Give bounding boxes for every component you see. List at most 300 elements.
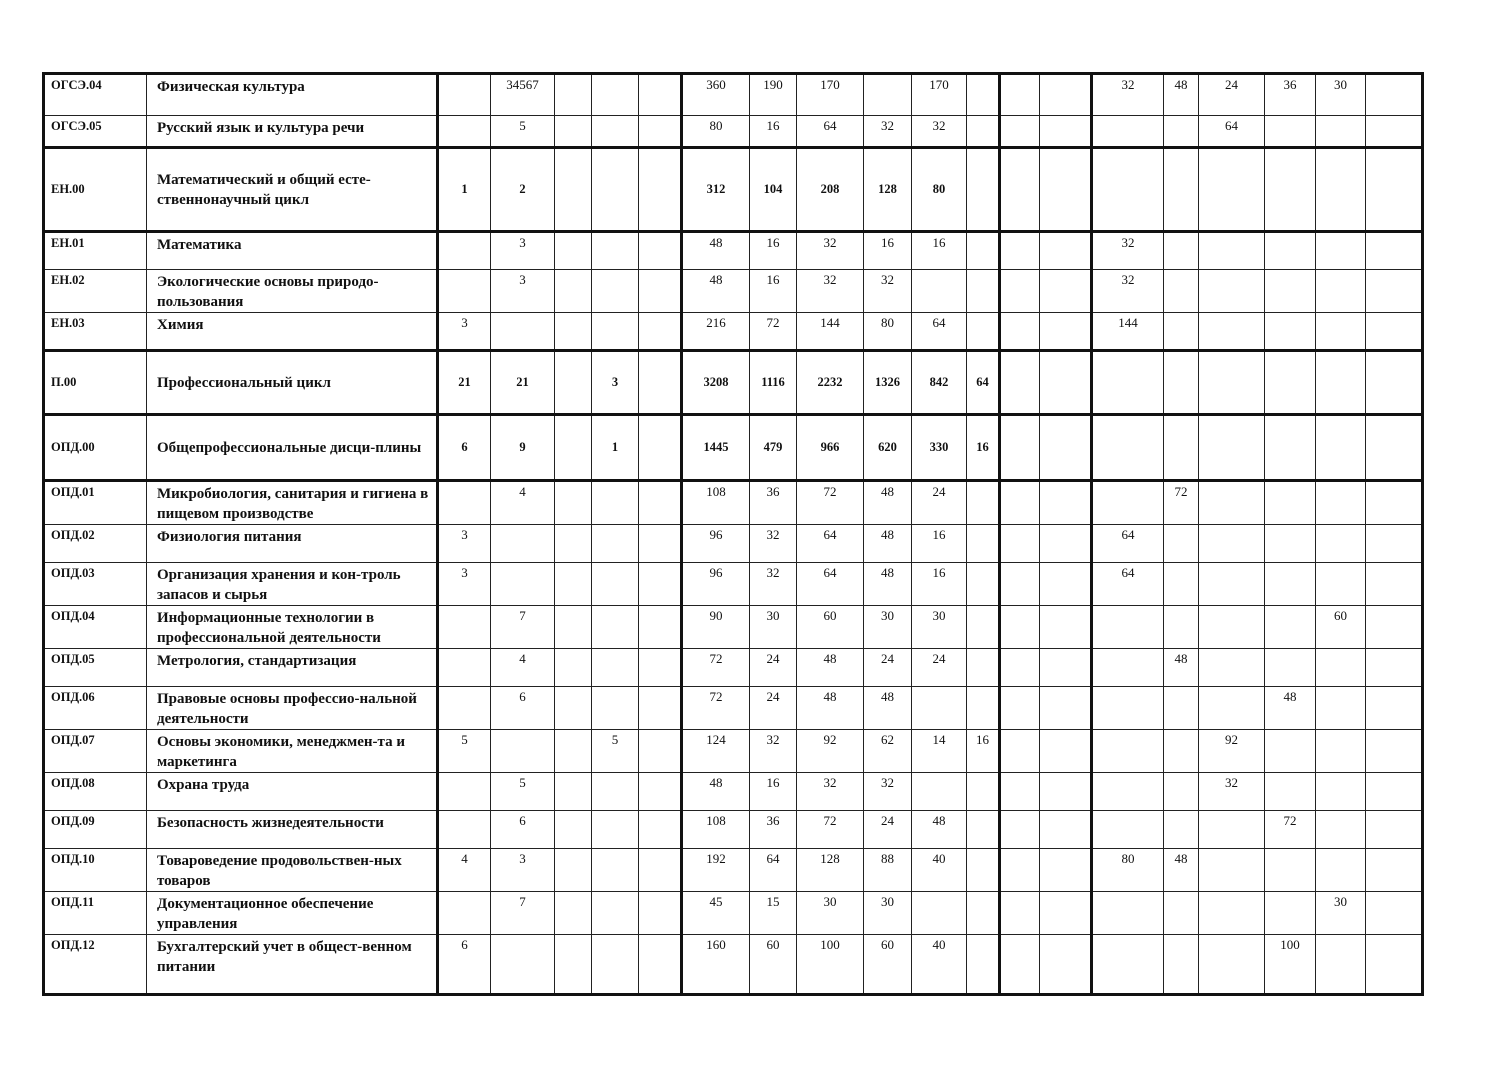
row-value-cell (555, 892, 592, 935)
row-value-cell (1164, 687, 1199, 730)
row-value-cell: 90 (682, 606, 750, 649)
row-value-cell: 48 (682, 773, 750, 811)
row-value-cell (1000, 811, 1040, 849)
row-value-cell: 1 (592, 415, 639, 481)
row-value-cell: 3 (592, 351, 639, 415)
row-value-cell (1316, 563, 1366, 606)
row-value-cell (491, 563, 555, 606)
row-value-cell (1199, 687, 1265, 730)
table-row (44, 606, 1423, 649)
row-value-cell (1000, 232, 1040, 270)
row-value-cell (592, 849, 639, 892)
row-value-cell: 5 (592, 730, 639, 773)
row-value-cell (1199, 606, 1265, 649)
row-value-cell (1316, 351, 1366, 415)
row-value-cell (1316, 270, 1366, 313)
row-name: Общепрофессиональные дисци-плины (147, 415, 438, 481)
row-value-cell (967, 525, 1000, 563)
row-value-cell (592, 649, 639, 687)
table-row (44, 74, 1423, 116)
row-value-cell (1092, 730, 1164, 773)
row-value-cell: 48 (797, 687, 864, 730)
row-value-cell (592, 892, 639, 935)
row-value-cell (639, 270, 682, 313)
row-value-cell (1366, 232, 1423, 270)
row-value-cell (1366, 313, 1423, 351)
row-value-cell (912, 773, 967, 811)
row-value-cell: 72 (797, 481, 864, 525)
row-value-cell (438, 74, 491, 116)
row-value-cell: 16 (864, 232, 912, 270)
row-value-cell (1265, 148, 1316, 232)
row-value-cell (1366, 563, 1423, 606)
row-value-cell: 124 (682, 730, 750, 773)
row-value-cell (1316, 649, 1366, 687)
row-value-cell (592, 606, 639, 649)
row-value-cell (1164, 313, 1199, 351)
row-value-cell: 6 (491, 687, 555, 730)
row-value-cell (555, 116, 592, 148)
row-value-cell (1366, 481, 1423, 525)
row-value-cell: 64 (797, 563, 864, 606)
row-value-cell (1366, 270, 1423, 313)
row-value-cell (592, 313, 639, 351)
row-value-cell (967, 649, 1000, 687)
row-value-cell: 128 (797, 849, 864, 892)
row-value-cell (1000, 730, 1040, 773)
row-value-cell (592, 525, 639, 563)
row-code: ОПД.01 (44, 481, 147, 525)
row-value-cell: 64 (750, 849, 797, 892)
row-value-cell (1366, 74, 1423, 116)
row-value-cell: 32 (1199, 773, 1265, 811)
row-value-cell: 6 (438, 935, 491, 995)
row-value-cell: 24 (750, 649, 797, 687)
row-value-cell (967, 606, 1000, 649)
row-name: Бухгалтерский учет в общест-венном питании (147, 935, 438, 995)
row-value-cell (1265, 415, 1316, 481)
row-value-cell (1366, 687, 1423, 730)
row-value-cell: 60 (750, 935, 797, 995)
row-code: ОПД.03 (44, 563, 147, 606)
row-value-cell: 30 (1316, 74, 1366, 116)
table-row (44, 849, 1423, 892)
row-value-cell: 192 (682, 849, 750, 892)
row-value-cell (592, 773, 639, 811)
row-value-cell (555, 148, 592, 232)
row-value-cell: 45 (682, 892, 750, 935)
row-value-cell (1265, 525, 1316, 563)
row-value-cell (1000, 525, 1040, 563)
row-value-cell (967, 811, 1000, 849)
row-value-cell: 24 (912, 481, 967, 525)
row-value-cell (1040, 563, 1092, 606)
row-value-cell: 330 (912, 415, 967, 481)
row-value-cell (639, 892, 682, 935)
row-value-cell (1092, 606, 1164, 649)
row-value-cell: 108 (682, 811, 750, 849)
row-value-cell (639, 773, 682, 811)
table-row (44, 730, 1423, 773)
row-value-cell: 3 (491, 270, 555, 313)
row-value-cell (1092, 116, 1164, 148)
row-value-cell: 48 (797, 649, 864, 687)
row-name: Русский язык и культура речи (147, 116, 438, 148)
row-value-cell: 62 (864, 730, 912, 773)
row-value-cell: 30 (912, 606, 967, 649)
row-value-cell (555, 935, 592, 995)
row-value-cell (1000, 935, 1040, 995)
row-value-cell (639, 849, 682, 892)
row-value-cell (555, 351, 592, 415)
row-value-cell (639, 563, 682, 606)
row-value-cell: 88 (864, 849, 912, 892)
row-value-cell (1199, 270, 1265, 313)
row-value-cell: 2232 (797, 351, 864, 415)
row-value-cell (1265, 270, 1316, 313)
row-value-cell (1316, 525, 1366, 563)
row-value-cell: 48 (682, 270, 750, 313)
row-value-cell: 5 (491, 116, 555, 148)
table-row (44, 525, 1423, 563)
row-value-cell: 16 (912, 525, 967, 563)
row-value-cell: 1116 (750, 351, 797, 415)
row-value-cell (1366, 116, 1423, 148)
row-value-cell (639, 232, 682, 270)
row-value-cell (967, 563, 1000, 606)
row-value-cell (1000, 148, 1040, 232)
row-value-cell (967, 313, 1000, 351)
row-value-cell (1164, 232, 1199, 270)
row-value-cell: 24 (912, 649, 967, 687)
row-value-cell (1199, 232, 1265, 270)
row-value-cell: 48 (1164, 849, 1199, 892)
row-code: ОПД.00 (44, 415, 147, 481)
row-value-cell (555, 849, 592, 892)
row-value-cell (1040, 232, 1092, 270)
row-value-cell: 144 (1092, 313, 1164, 351)
row-value-cell (1265, 892, 1316, 935)
row-name: Безопасность жизнедеятельности (147, 811, 438, 849)
row-code: ОПД.10 (44, 849, 147, 892)
row-value-cell (1316, 730, 1366, 773)
table-row (44, 351, 1423, 415)
row-value-cell: 30 (864, 892, 912, 935)
row-value-cell: 190 (750, 74, 797, 116)
row-value-cell (1366, 730, 1423, 773)
row-value-cell: 100 (797, 935, 864, 995)
row-value-cell (1164, 811, 1199, 849)
row-value-cell: 34567 (491, 74, 555, 116)
row-value-cell: 216 (682, 313, 750, 351)
row-value-cell (438, 811, 491, 849)
row-value-cell: 80 (912, 148, 967, 232)
row-value-cell (1265, 351, 1316, 415)
row-value-cell: 96 (682, 563, 750, 606)
row-value-cell (1040, 270, 1092, 313)
row-value-cell: 3 (438, 313, 491, 351)
row-value-cell (1265, 773, 1316, 811)
row-value-cell (1366, 525, 1423, 563)
row-value-cell (1316, 148, 1366, 232)
row-value-cell (555, 74, 592, 116)
row-value-cell (967, 849, 1000, 892)
row-value-cell (967, 270, 1000, 313)
row-value-cell (1092, 481, 1164, 525)
table-row (44, 687, 1423, 730)
row-value-cell: 21 (438, 351, 491, 415)
row-code: ЕН.03 (44, 313, 147, 351)
row-value-cell (1366, 148, 1423, 232)
row-name: Физическая культура (147, 74, 438, 116)
table-row (44, 313, 1423, 351)
row-value-cell (1164, 415, 1199, 481)
row-value-cell (1000, 351, 1040, 415)
row-value-cell: 32 (912, 116, 967, 148)
row-value-cell: 32 (864, 270, 912, 313)
row-value-cell: 30 (864, 606, 912, 649)
row-value-cell (592, 232, 639, 270)
row-name: Правовые основы профессио-нальной деятельности (147, 687, 438, 730)
row-value-cell: 64 (1092, 563, 1164, 606)
table-row (44, 415, 1423, 481)
row-value-cell (438, 606, 491, 649)
row-value-cell (1040, 148, 1092, 232)
row-value-cell (1092, 687, 1164, 730)
row-value-cell (639, 481, 682, 525)
row-value-cell (967, 148, 1000, 232)
row-value-cell: 1326 (864, 351, 912, 415)
row-value-cell (967, 74, 1000, 116)
row-value-cell: 48 (864, 687, 912, 730)
row-code: ОПД.05 (44, 649, 147, 687)
row-value-cell: 48 (1164, 74, 1199, 116)
row-value-cell (1164, 116, 1199, 148)
row-value-cell (555, 811, 592, 849)
row-value-cell (1092, 773, 1164, 811)
row-code: ОПД.07 (44, 730, 147, 773)
row-value-cell (1199, 563, 1265, 606)
row-value-cell: 48 (1164, 649, 1199, 687)
row-value-cell: 48 (1265, 687, 1316, 730)
row-code: ОПД.11 (44, 892, 147, 935)
row-value-cell (639, 606, 682, 649)
row-value-cell: 170 (797, 74, 864, 116)
row-value-cell (1199, 849, 1265, 892)
row-value-cell (1040, 313, 1092, 351)
row-value-cell (592, 74, 639, 116)
row-value-cell (1040, 849, 1092, 892)
row-name: Основы экономики, менеджмен-та и маркетинга (147, 730, 438, 773)
row-value-cell: 32 (750, 525, 797, 563)
row-value-cell (1040, 935, 1092, 995)
row-name: Метрология, стандартизация (147, 649, 438, 687)
row-value-cell: 80 (864, 313, 912, 351)
row-value-cell (967, 481, 1000, 525)
row-value-cell (912, 892, 967, 935)
row-value-cell (592, 687, 639, 730)
row-value-cell (1316, 232, 1366, 270)
row-value-cell: 32 (864, 116, 912, 148)
row-value-cell: 15 (750, 892, 797, 935)
row-value-cell: 966 (797, 415, 864, 481)
row-value-cell (1040, 525, 1092, 563)
curriculum-table (42, 72, 1424, 996)
row-value-cell (1000, 849, 1040, 892)
row-value-cell (1265, 116, 1316, 148)
row-value-cell (1199, 892, 1265, 935)
row-value-cell (864, 74, 912, 116)
row-value-cell: 6 (491, 811, 555, 849)
row-value-cell: 312 (682, 148, 750, 232)
row-value-cell: 104 (750, 148, 797, 232)
row-value-cell (1040, 730, 1092, 773)
row-value-cell (1366, 892, 1423, 935)
row-value-cell (1316, 935, 1366, 995)
row-value-cell (1265, 563, 1316, 606)
row-value-cell (555, 481, 592, 525)
row-value-cell (912, 270, 967, 313)
row-value-cell (592, 811, 639, 849)
row-value-cell: 80 (682, 116, 750, 148)
row-value-cell (639, 811, 682, 849)
table-row (44, 649, 1423, 687)
row-value-cell (1164, 148, 1199, 232)
row-value-cell (1366, 935, 1423, 995)
row-value-cell (1000, 606, 1040, 649)
row-value-cell: 48 (864, 481, 912, 525)
row-value-cell: 32 (1092, 270, 1164, 313)
row-name: Документационное обеспечение управления (147, 892, 438, 935)
row-value-cell (1000, 649, 1040, 687)
row-value-cell (592, 116, 639, 148)
row-value-cell: 36 (750, 811, 797, 849)
row-value-cell (438, 232, 491, 270)
row-value-cell: 208 (797, 148, 864, 232)
row-value-cell (1092, 811, 1164, 849)
row-value-cell (639, 351, 682, 415)
row-value-cell (1164, 270, 1199, 313)
row-value-cell: 92 (797, 730, 864, 773)
row-value-cell: 4 (491, 481, 555, 525)
row-value-cell (1164, 351, 1199, 415)
row-value-cell: 32 (797, 773, 864, 811)
row-value-cell (967, 935, 1000, 995)
row-value-cell: 64 (1092, 525, 1164, 563)
table-row (44, 892, 1423, 935)
row-value-cell (1316, 481, 1366, 525)
row-value-cell (438, 649, 491, 687)
row-value-cell (555, 687, 592, 730)
row-value-cell: 144 (797, 313, 864, 351)
row-value-cell: 48 (864, 563, 912, 606)
row-value-cell: 32 (797, 270, 864, 313)
row-value-cell: 24 (750, 687, 797, 730)
row-value-cell: 72 (1265, 811, 1316, 849)
row-code: ОПД.06 (44, 687, 147, 730)
row-value-cell: 2 (491, 148, 555, 232)
row-value-cell (1199, 525, 1265, 563)
row-value-cell: 24 (1199, 74, 1265, 116)
row-value-cell (1316, 116, 1366, 148)
row-value-cell (1000, 892, 1040, 935)
row-value-cell (438, 773, 491, 811)
row-value-cell: 32 (750, 730, 797, 773)
row-value-cell: 620 (864, 415, 912, 481)
row-value-cell (1040, 351, 1092, 415)
row-value-cell (438, 892, 491, 935)
row-value-cell: 36 (1265, 74, 1316, 116)
row-value-cell (1164, 935, 1199, 995)
row-value-cell (639, 525, 682, 563)
row-value-cell (438, 687, 491, 730)
row-value-cell (438, 270, 491, 313)
row-value-cell (438, 116, 491, 148)
row-value-cell (1000, 74, 1040, 116)
row-value-cell: 5 (438, 730, 491, 773)
row-value-cell (1366, 849, 1423, 892)
row-value-cell (1040, 649, 1092, 687)
row-value-cell (555, 730, 592, 773)
row-value-cell: 160 (682, 935, 750, 995)
row-value-cell: 16 (967, 415, 1000, 481)
row-value-cell: 60 (797, 606, 864, 649)
row-code: ЕН.00 (44, 148, 147, 232)
row-value-cell (967, 116, 1000, 148)
row-name: Математика (147, 232, 438, 270)
row-value-cell (592, 270, 639, 313)
row-value-cell (1000, 687, 1040, 730)
row-value-cell (1366, 415, 1423, 481)
row-value-cell (1040, 481, 1092, 525)
row-code: ЕН.01 (44, 232, 147, 270)
row-value-cell (1000, 116, 1040, 148)
row-value-cell (639, 74, 682, 116)
row-value-cell: 842 (912, 351, 967, 415)
row-value-cell (1199, 148, 1265, 232)
table-row (44, 232, 1423, 270)
row-value-cell (1040, 687, 1092, 730)
row-value-cell: 30 (1316, 892, 1366, 935)
table-row (44, 563, 1423, 606)
row-name: Математический и общий есте-ственнонаучный цикл (147, 148, 438, 232)
row-value-cell (1316, 687, 1366, 730)
row-value-cell (1366, 606, 1423, 649)
row-value-cell: 16 (750, 116, 797, 148)
row-value-cell: 92 (1199, 730, 1265, 773)
row-value-cell: 64 (797, 116, 864, 148)
row-value-cell (1316, 313, 1366, 351)
row-value-cell: 72 (797, 811, 864, 849)
table-row (44, 811, 1423, 849)
table-row (44, 116, 1423, 148)
row-value-cell (555, 525, 592, 563)
row-value-cell (1040, 811, 1092, 849)
row-value-cell: 40 (912, 935, 967, 995)
row-value-cell: 72 (750, 313, 797, 351)
row-code: ОПД.09 (44, 811, 147, 849)
row-value-cell: 64 (912, 313, 967, 351)
row-value-cell: 80 (1092, 849, 1164, 892)
row-value-cell: 360 (682, 74, 750, 116)
row-code: ОПД.08 (44, 773, 147, 811)
row-value-cell: 9 (491, 415, 555, 481)
row-name: Организация хранения и кон-троль запасов и сырья (147, 563, 438, 606)
row-value-cell: 72 (682, 649, 750, 687)
row-value-cell (1199, 811, 1265, 849)
row-value-cell: 108 (682, 481, 750, 525)
row-value-cell (1316, 773, 1366, 811)
